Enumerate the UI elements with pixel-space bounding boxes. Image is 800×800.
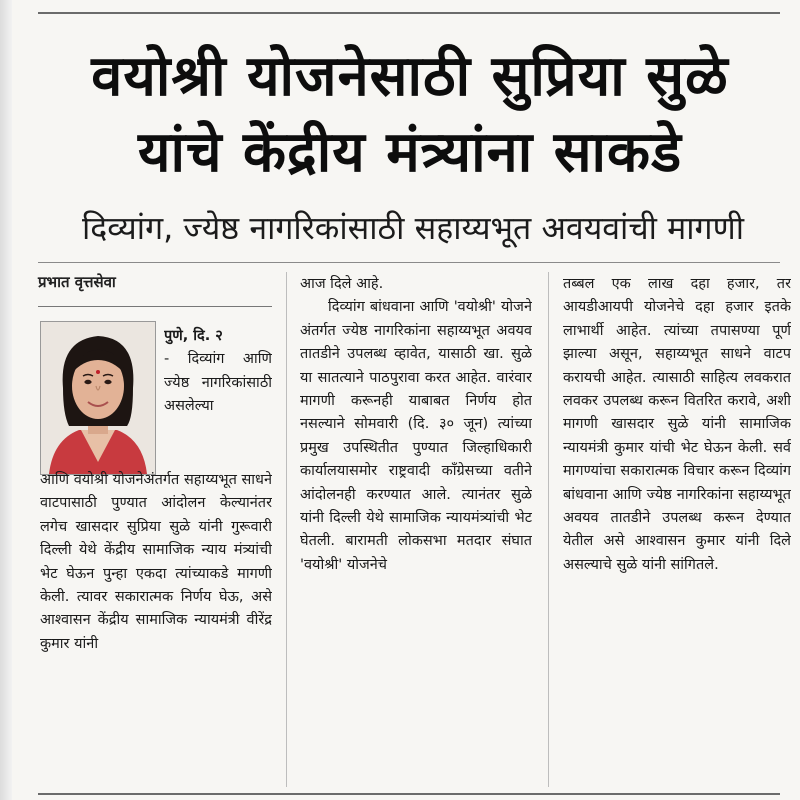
article-column-1 [40,469,272,656]
subheadline: दिव्यांग, ज्येष्ठ नागरिकांसाठी सहाय्यभूत अवयवांची मागणी [82,209,744,247]
column-divider-1 [286,272,287,787]
portrait-illustration [41,322,155,474]
article-lead [164,325,272,419]
column-2-first-line: आज दिले आहे. [300,276,384,292]
column-1-text: आणि वयोश्री योजनेअंतर्गत सहाय्यभूत साधने वाटपासाठी पुण्यात आंदोलन केल्यानंतर लगेच खासदार सुप्रिया सुळे यांनी गुरूवारी दिल्ली येथे केंद्रीय सामाजिक न्याय मंत्र्यांची भेट घेऊन पुन्हा एकदा त्यांच्याकडे मागणी केली. त्यावर सकारात्मक निर्णय घेऊ, असे आश्वासन केंद्रीय सामाजिक न्यायमंत्री वीरेंद्र कुमार यांनी [40,472,272,652]
article-column-3 [563,273,791,577]
top-rule [38,12,780,14]
article-column-2 [300,273,532,577]
byline-rule [38,306,272,307]
byline: प्रभात वृत्तसेवा [38,273,116,291]
column-3-text: तब्बल एक लाख दहा हजार, तर आयडीआयपी योजनेचे दहा हजार इतके लाभार्थी आहेत. त्यांच्या तपासण्या पूर्ण झाल्या असून, सहाय्यभूत साधने वाटप करायची आहेत. त्यासाठी साहित्य लवकरात लवकर उपलब्ध करून वितरित करावे, अशी मागणी खासदार सुळे यांनी सामाजिक न्यायमंत्री कुमार यांची भेट घेऊन केली. सर्व मागण्यांचा सकारात्मक विचार करून दिव्यांग बांधवाना आणि ज्येष्ठ नागरिकांना सहाय्यभूत अवयव तातडीने उपलब्ध करून देण्यात येतील असे आश्वासन कुमार यांनी दिले असल्याचे सुळे यांनी सांगितले. [563,276,791,573]
dateline: पुणे, दि. २ [164,328,223,344]
headline-line-1: वयोश्री योजनेसाठी सुप्रिया सुळे [91,44,729,109]
bottom-rule [38,793,780,795]
subheadline-rule [38,262,780,263]
column-divider-2 [548,272,549,787]
page-edge [0,0,12,800]
column-2-text: दिव्यांग बांधवाना आणि 'वयोश्री' योजने अंतर्गत ज्येष्ठ नागरिकांना सहाय्यभूत अवयव तातडीने उपलब्ध व्हावेत, यासाठी खा. सुळे या सातत्याने पाठपुरावा करत आहेत. वारंवार मागणी करूनही याबाबत निर्णय होत नसल्याने सोमवारी (दि. ३० जून) त्यांच्या प्रमुख उपस्थितीत पुण्यात जिल्हाधिकारी कार्यालयासमोर राष्ट्रवादी काँग्रेसच्या वतीने आंदोलनही करण्यात आले. त्यानंतर सुळे यांनी दिल्ली येथे सामाजिक न्यायमंत्र्यांची भेट घेतली. बारामती लोकसभा मतदार संघात 'वयोश्री' योजनेचे [300,299,532,573]
portrait-photo [40,321,156,475]
headline-line-2: यांचे केंद्रीय मंत्र्यांना साकडे [137,120,683,185]
lead-text: - दिव्यांग आणि ज्येष्ठ नागरिकांसाठी असलेल्या [164,351,272,415]
